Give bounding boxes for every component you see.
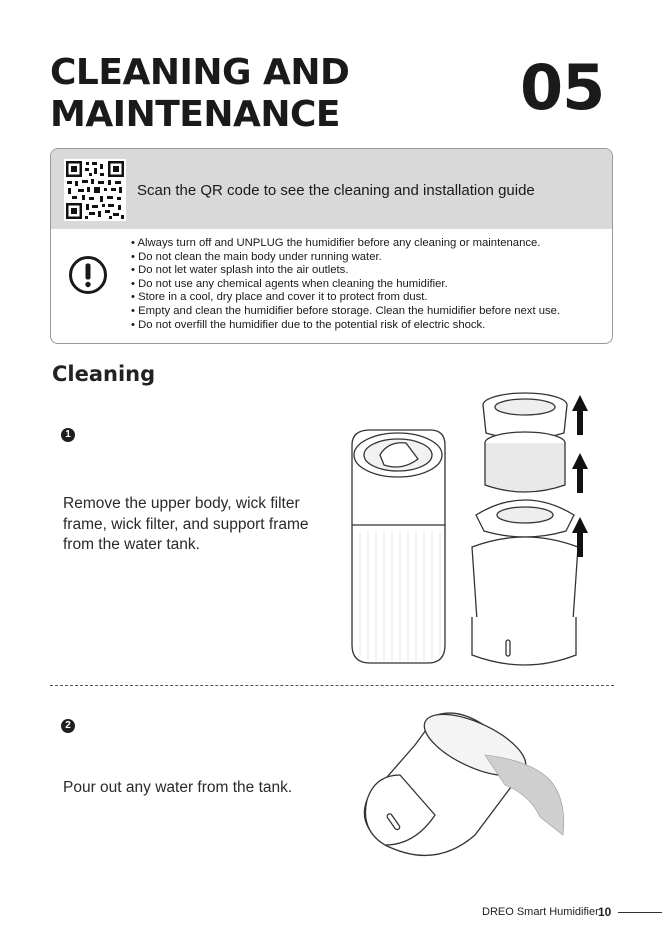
warning-item: • Empty and clean the humidifier before storage. Clean the humidifier before next use. — [131, 305, 560, 319]
warning-item: • Do not overfill the humidifier due to the potential risk of electric shock. — [131, 319, 560, 333]
qr-code-icon[interactable] — [64, 159, 126, 221]
tank-pouring-illustration — [355, 705, 570, 875]
step-1-text — [63, 494, 309, 556]
step-2-badge: 2 — [61, 719, 75, 733]
step-1-line: frame, wick filter, and support frame — [63, 515, 309, 533]
up-arrow-icon — [572, 395, 588, 435]
notice-box — [50, 148, 613, 344]
step-1-line: Remove the upper body, wick filter — [63, 495, 300, 512]
footer-brand: DREO Smart Humidifier — [482, 906, 599, 918]
warning-item: • Do not let water splash into the air outlets. — [131, 264, 560, 278]
footer-rule — [618, 912, 662, 913]
qr-caption: Scan the QR code to see the cleaning and installation guide — [137, 182, 535, 199]
exclamation-icon — [68, 255, 108, 295]
warning-item: • Store in a cool, dry place and cover it to protect from dust. — [131, 291, 560, 305]
warning-item: • Do not clean the main body under running water. — [131, 251, 560, 265]
step-divider — [50, 685, 614, 686]
step-1-line: from the water tank. — [63, 536, 200, 553]
warning-list — [131, 237, 560, 332]
step-2-text — [63, 778, 292, 799]
section-number: 05 — [520, 51, 605, 124]
qr-band — [51, 149, 612, 229]
step-1-badge: 1 — [61, 428, 75, 442]
warning-item: • Always turn off and UNPLUG the humidifier before any cleaning or maintenance. — [131, 237, 560, 251]
up-arrow-icon — [572, 453, 588, 493]
warning-item: • Do not use any chemical agents when cleaning the humidifier. — [131, 278, 560, 292]
page-title-line-2: MAINTENANCE — [50, 94, 340, 135]
page-title-line-1: CLEANING AND — [50, 52, 350, 93]
humidifier-disassembly-illustration — [340, 385, 602, 675]
section-heading-cleaning: Cleaning — [52, 362, 156, 386]
page-number: 10 — [598, 905, 612, 919]
step-2-line: Pour out any water from the tank. — [63, 779, 293, 796]
